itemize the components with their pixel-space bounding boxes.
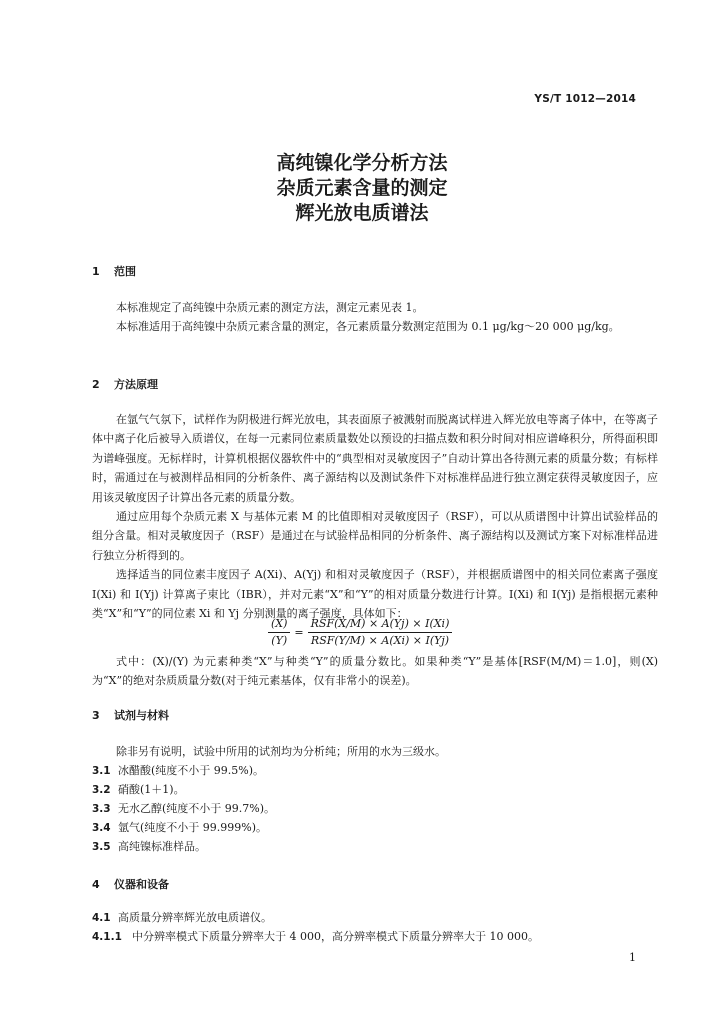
list-item: 4.1 高质量分辨率辉光放电质谱仪。 (92, 911, 272, 924)
list-item: 3.1 冰醋酸(纯度不小于 99.5%)。 (92, 764, 265, 777)
section-heading-apparatus (92, 876, 169, 892)
reagents-list (92, 761, 275, 856)
list-item: 3.5 高纯镍标准样品。 (92, 840, 206, 853)
title-line-3: 辉光放电质谱法 (295, 202, 429, 224)
paragraph: 选择适当的同位素丰度因子 A(Xi)、A(Yj) 和相对灵敏度因子（RSF），并根据质谱图中的相关同位素离子强度 I(Xi) 和 I(Yj) 计算离子束比（IBR），并对元素“X”和“Y”的相对质量分数进行计算。I(Xi) 和 I(Yj) 是指根据元素种类“X”和“Y”的同位素 Xi 和 Yj 分别测量的离子强度，具体如下： (92, 568, 658, 621)
apparatus-list (92, 908, 539, 946)
page-number: 1 (629, 951, 636, 964)
section-body-principle (92, 410, 658, 623)
paragraph: 本标准规定了高纯镍中杂质元素的测定方法，测定元素见表 1。 (116, 301, 424, 314)
reagents-intro (92, 742, 658, 761)
title-line-1: 高纯镍化学分析方法 (276, 152, 448, 174)
section-heading-scope (92, 263, 136, 279)
standard-number: YS/T 1012—2014 (534, 93, 636, 105)
paragraph: 本标准适用于高纯镍中杂质元素含量的测定，各元素质量分数测定范围为 0.1 μg/kg～20 000 μg/kg。 (116, 320, 620, 334)
document-title (0, 151, 724, 226)
list-item: 3.2 硝酸(1＋1)。 (92, 783, 185, 796)
paragraph: 除非另有说明，试验中所用的试剂均为分析纯；所用的水为三级水。 (116, 745, 446, 758)
paragraph: 在氩气气氛下，试样作为阴极进行辉光放电，其表面原子被溅射而脱离试样进入辉光放电等离子体中，在等离子体中离子化后被导入质谱仪，在每一元素同位素质量数处以预设的扫描点数和积分时间对相应谱峰积分，所得面积即为谱峰强度。无标样时，计算机根据仪器软件中的“典型相对灵敏度因子”自动计算出各待测元素的质量分数；有标样时，需通过在与被测样品相同的分析条件、离子源结构以及测试条件下对标准样品进行独立测定获得灵敏度因子，应用该灵敏度因子计算出各元素的质量分数。 (92, 413, 658, 504)
formula-lhs-numerator: (X) (268, 617, 290, 633)
list-item: 3.4 氩气(纯度不小于 99.999%)。 (92, 821, 268, 834)
list-item: 3.3 无水乙醇(纯度不小于 99.7%)。 (92, 802, 276, 815)
formula-lhs-denominator: (Y) (271, 634, 288, 647)
formula-equals: = (294, 626, 304, 639)
list-item: 4.1.1 中分辨率模式下质量分辨率大于 4 000，高分辨率模式下质量分辨率大于 10 000。 (92, 930, 539, 943)
formula-note (92, 652, 658, 691)
section-number: 1 (92, 265, 100, 278)
section-title: 试剂与材料 (114, 709, 169, 722)
title-line-2: 杂质元素含量的测定 (276, 177, 448, 199)
section-body-scope (92, 298, 658, 337)
formula-rhs (308, 617, 453, 648)
section-heading-principle (92, 376, 158, 392)
section-title: 范围 (114, 265, 136, 278)
rsf-formula (268, 617, 452, 648)
section-title: 方法原理 (114, 378, 158, 391)
section-heading-reagents (92, 707, 169, 723)
paragraph: 式中：(X)/(Y) 为元素种类“X”与种类“Y”的质量分数比。如果种类“Y”是基体[RSF(M/M)＝1.0]，则(X)为“X”的绝对杂质质量分数(对于纯元素基体，仅有非常小的误差)。 (92, 655, 658, 688)
section-number: 3 (92, 709, 100, 722)
formula-rhs-denominator: RSF(Y/M) × A(Xi) × I(Yj) (310, 634, 450, 647)
section-number: 2 (92, 378, 100, 391)
paragraph: 通过应用每个杂质元素 X 与基体元素 M 的比值即相对灵敏度因子（RSF），可以从质谱图中计算出试验样品的组分含量。相对灵敏度因子（RSF）是通过在与试验样品相同的分析条件、离子源结构以及测试方案下对标准样品进行独立分析得到的。 (92, 510, 658, 562)
formula-rhs-numerator: RSF(X/M) × A(Yj) × I(Xi) (308, 617, 453, 633)
section-number: 4 (92, 878, 100, 891)
formula-lhs (268, 617, 290, 648)
section-title: 仪器和设备 (114, 878, 169, 891)
